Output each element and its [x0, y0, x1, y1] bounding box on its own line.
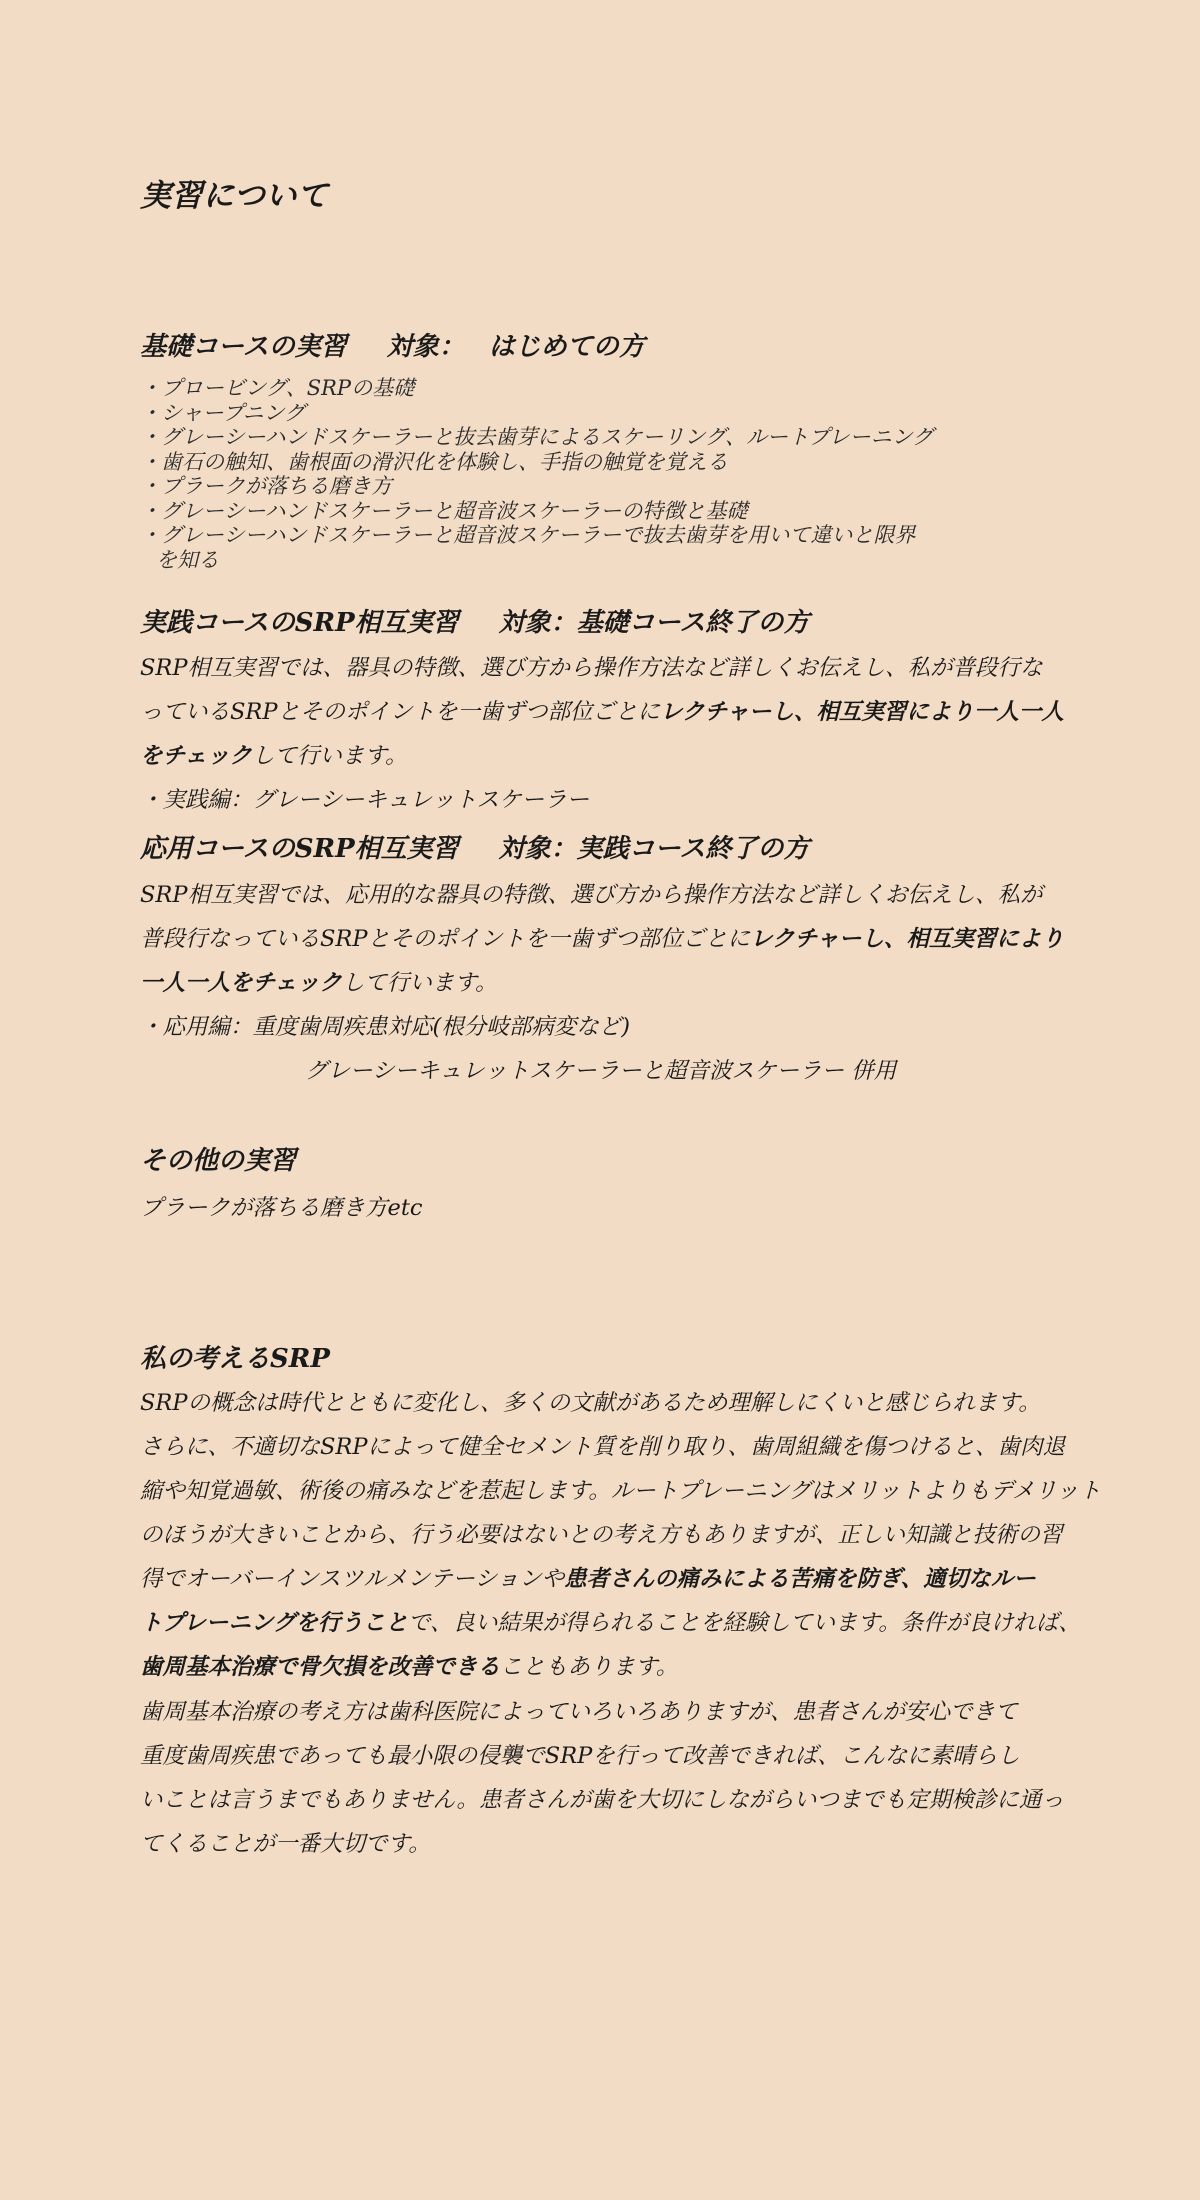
text-run: して行います。: [341, 970, 498, 996]
applied-sub-item: ・応用編：重度歯周疾患対応(根分岐部病変など): [140, 1014, 631, 1040]
list-item: ・グレーシーハンドスケーラーと抜去歯芽によるスケーリング、ルートプレーニング: [140, 425, 934, 449]
text-run: 得でオーバーインスツルメンテーションや: [140, 1566, 565, 1592]
emphasis-text: レクチャーし、相互実習により一人一人: [660, 699, 1064, 725]
practice-description: [140, 646, 1064, 778]
basic-course-heading: [140, 326, 645, 363]
emphasis-text: 一人一人をチェック: [140, 970, 342, 996]
emphasis-text: 歯周基本治療で骨欠損を改善できる: [140, 1654, 501, 1680]
practice-course-title: 実践コースのSRP相互実習: [140, 608, 459, 638]
paragraph-line: いことは言うまでもありません。患者さんが歯を大切にしながらいつまでも定期検診に通っ: [140, 1787, 1064, 1813]
text-run: して行います。: [251, 743, 408, 769]
other-practice-text: プラークが落ちる磨き方etc: [140, 1195, 423, 1221]
emphasis-text: レクチャーし、相互実習により: [750, 926, 1064, 952]
paragraph-line: のほうが大きいことから、行う必要はないとの考え方もありますが、正しい知識と技術の習: [140, 1522, 1063, 1548]
text-run: で、良い結果が得られることを経験しています。条件が良ければ、: [407, 1610, 1081, 1636]
srp-description: [140, 1381, 1101, 1689]
paragraph-line: [140, 690, 1064, 734]
list-item: ・歯石の触知、歯根面の滑沢化を体験し、手指の触覚を覚える: [140, 449, 728, 474]
applied-course-title: 応用コースのSRP相互実習: [140, 834, 459, 864]
basic-course-title: 基礎コースの実習: [140, 332, 347, 362]
paragraph-line: SRPの概念は時代とともに変化し、多くの文献があるため理解しにくいと感じられます。: [140, 1390, 1041, 1416]
applied-target: 対象：実践コース終了の方: [498, 834, 810, 864]
paragraph-line: [140, 1601, 1101, 1645]
text-run: 普段行なっているSRPとそのポイントを一歯ずつ部位ごとに: [140, 926, 750, 952]
paragraph-line: [140, 734, 1064, 778]
emphasis-text: をチェック: [140, 743, 252, 769]
paragraph-line: [140, 917, 1064, 961]
basic-target-label: 対象：: [386, 332, 465, 362]
emphasis-text: トプレーニングを行うこと: [140, 1610, 408, 1636]
list-item: ・グレーシーハンドスケーラーと超音波スケーラーの特徴と基礎: [140, 498, 748, 523]
paragraph-line: てくることが一番大切です。: [140, 1831, 431, 1857]
paragraph-line: 重度歯周疾患であっても最小限の侵襲でSRPを行って改善できれば、こんなに素晴らし: [140, 1743, 1020, 1769]
srp-conclusion: [140, 1690, 1064, 1866]
practice-sub-item: ・実践編：グレーシーキュレットスケーラー: [140, 787, 590, 813]
list-item: [140, 523, 933, 572]
applied-description: [140, 873, 1064, 1005]
paragraph-line: SRP相互実習では、器具の特徴、選び方から操作方法など詳しくお伝えし、私が普段行な: [140, 655, 1043, 681]
text-run: こともあります。: [500, 1654, 679, 1680]
list-item-continuation: を知る: [156, 547, 219, 572]
practice-target: 対象：基礎コース終了の方: [498, 608, 810, 638]
srp-heading: 私の考えるSRP: [140, 1344, 330, 1374]
other-practice-heading: その他の実習: [140, 1146, 297, 1176]
list-item-text: ・グレーシーハンドスケーラーと超音波スケーラーで抜去歯芽を用いて違いと限界: [140, 523, 916, 547]
paragraph-line: 歯周基本治療の考え方は歯科医院によっていろいろありますが、患者さんが安心できて: [140, 1699, 1018, 1725]
basic-course-list: [140, 376, 933, 572]
paragraph-line: [140, 1557, 1101, 1601]
list-item: ・プロービング、SRPの基礎: [140, 376, 415, 400]
emphasis-text: 患者さんの痛みによる苦痛を防ぎ、適切なルー: [564, 1566, 1036, 1592]
paragraph-line: さらに、不適切なSRPによって健全セメント質を削り取り、歯周組織を傷つけると、歯肉退: [140, 1434, 1065, 1460]
text-run: っているSRPとそのポイントを一歯ずつ部位ごとに: [140, 699, 660, 725]
basic-target-value: はじめての方: [488, 332, 645, 362]
paragraph-line: 縮や知覚過敏、術後の痛みなどを惹起します。ルートプレーニングはメリットよりもデメリット: [140, 1478, 1101, 1504]
practice-course-heading: [140, 602, 809, 639]
applied-sub-item-detail: グレーシーキュレットスケーラーと超音波スケーラー 併用: [305, 1058, 897, 1084]
list-item: ・プラークが落ちる磨き方: [140, 474, 392, 498]
page-title: 実習について: [140, 178, 329, 214]
paragraph-line: [140, 1645, 1101, 1689]
paragraph-line: SRP相互実習では、応用的な器具の特徴、選び方から操作方法など詳しくお伝えし、私が: [140, 882, 1043, 908]
list-item: ・シャープニング: [140, 400, 306, 425]
paragraph-line: [140, 961, 1064, 1005]
applied-course-heading: [140, 828, 809, 865]
